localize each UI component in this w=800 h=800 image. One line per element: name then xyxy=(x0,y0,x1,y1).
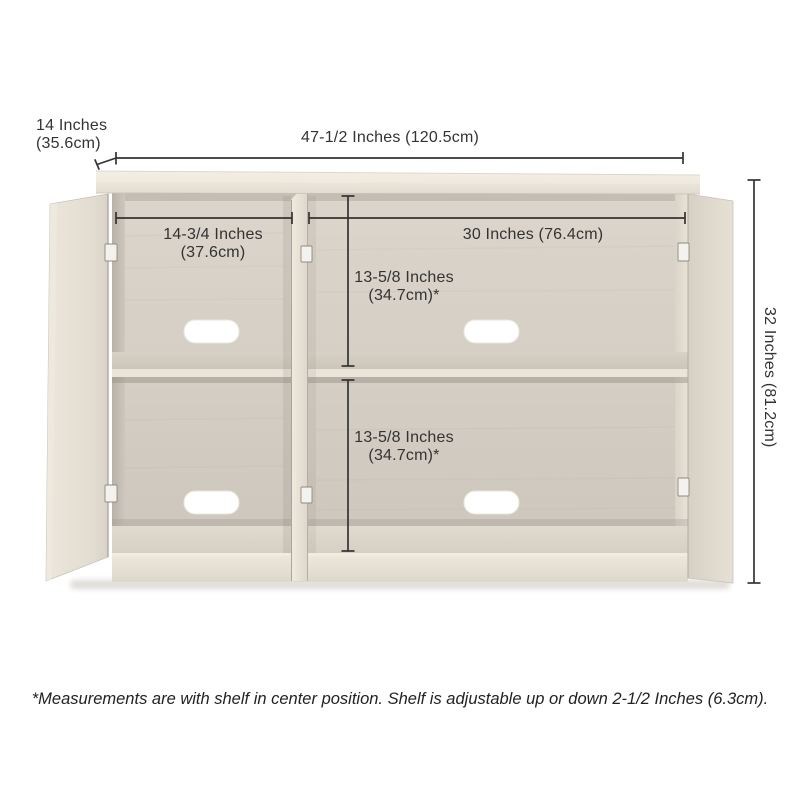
shelf-front-edge xyxy=(112,369,688,377)
floor-back-shadow xyxy=(112,519,688,527)
base-top-highlight xyxy=(112,553,688,556)
width-dimension-line xyxy=(116,152,683,165)
hinge-icon xyxy=(678,478,689,496)
cable-cutout-upper-left xyxy=(184,320,239,343)
hinge-icon xyxy=(301,487,312,503)
shelf-under-shadow xyxy=(112,377,688,383)
cable-cutout-upper-right xyxy=(464,320,519,343)
cabinet-base xyxy=(112,553,688,582)
depth-dimension-inches: 14 Inches xyxy=(36,117,108,134)
hinge-icon xyxy=(678,243,689,261)
depth-dimension-label xyxy=(36,117,107,153)
measurement-footnote: *Measurements are with shelf in center position. Shelf is adjustable up or down 2-1/2 Inches (6.3cm). xyxy=(31,690,769,708)
shelf-top xyxy=(112,352,688,369)
hinge-icon xyxy=(105,244,117,261)
cable-cutout-lower-right xyxy=(464,491,519,514)
overall-width-label: 47-1/2 Inches (120.5cm) xyxy=(300,129,480,146)
upper-compartment-height-inches: 13-5/8 Inches xyxy=(354,269,454,286)
cabinet-floor xyxy=(112,526,688,553)
hinge-icon xyxy=(301,246,312,262)
upper-compartment-height-label xyxy=(324,269,484,305)
right-door xyxy=(688,194,733,583)
upper-compartment-height-cm: (34.7cm)* xyxy=(368,287,440,304)
lower-compartment-height-inches: 13-5/8 Inches xyxy=(354,429,454,446)
hinge-icon xyxy=(105,485,117,502)
depth-dimension-line xyxy=(95,158,116,170)
depth-dimension-cm: (35.6cm) xyxy=(36,135,101,152)
cabinet-top-front-edge xyxy=(96,182,700,194)
left-compartment-width-label xyxy=(133,226,293,262)
right-compartment-width-label: 30 Inches (76.4cm) xyxy=(462,226,604,243)
overall-height-label: 32 Inches (81.2cm) xyxy=(761,307,778,448)
height-dimension-line xyxy=(748,180,761,583)
lower-compartment-height-cm: (34.7cm)* xyxy=(368,447,440,464)
lower-compartment-height-label xyxy=(324,429,484,465)
cable-cutout-lower-left xyxy=(184,491,239,514)
left-compartment-width-inches: 14-3/4 Inches xyxy=(163,226,263,243)
left-compartment-width-cm: (37.6cm) xyxy=(180,244,246,261)
